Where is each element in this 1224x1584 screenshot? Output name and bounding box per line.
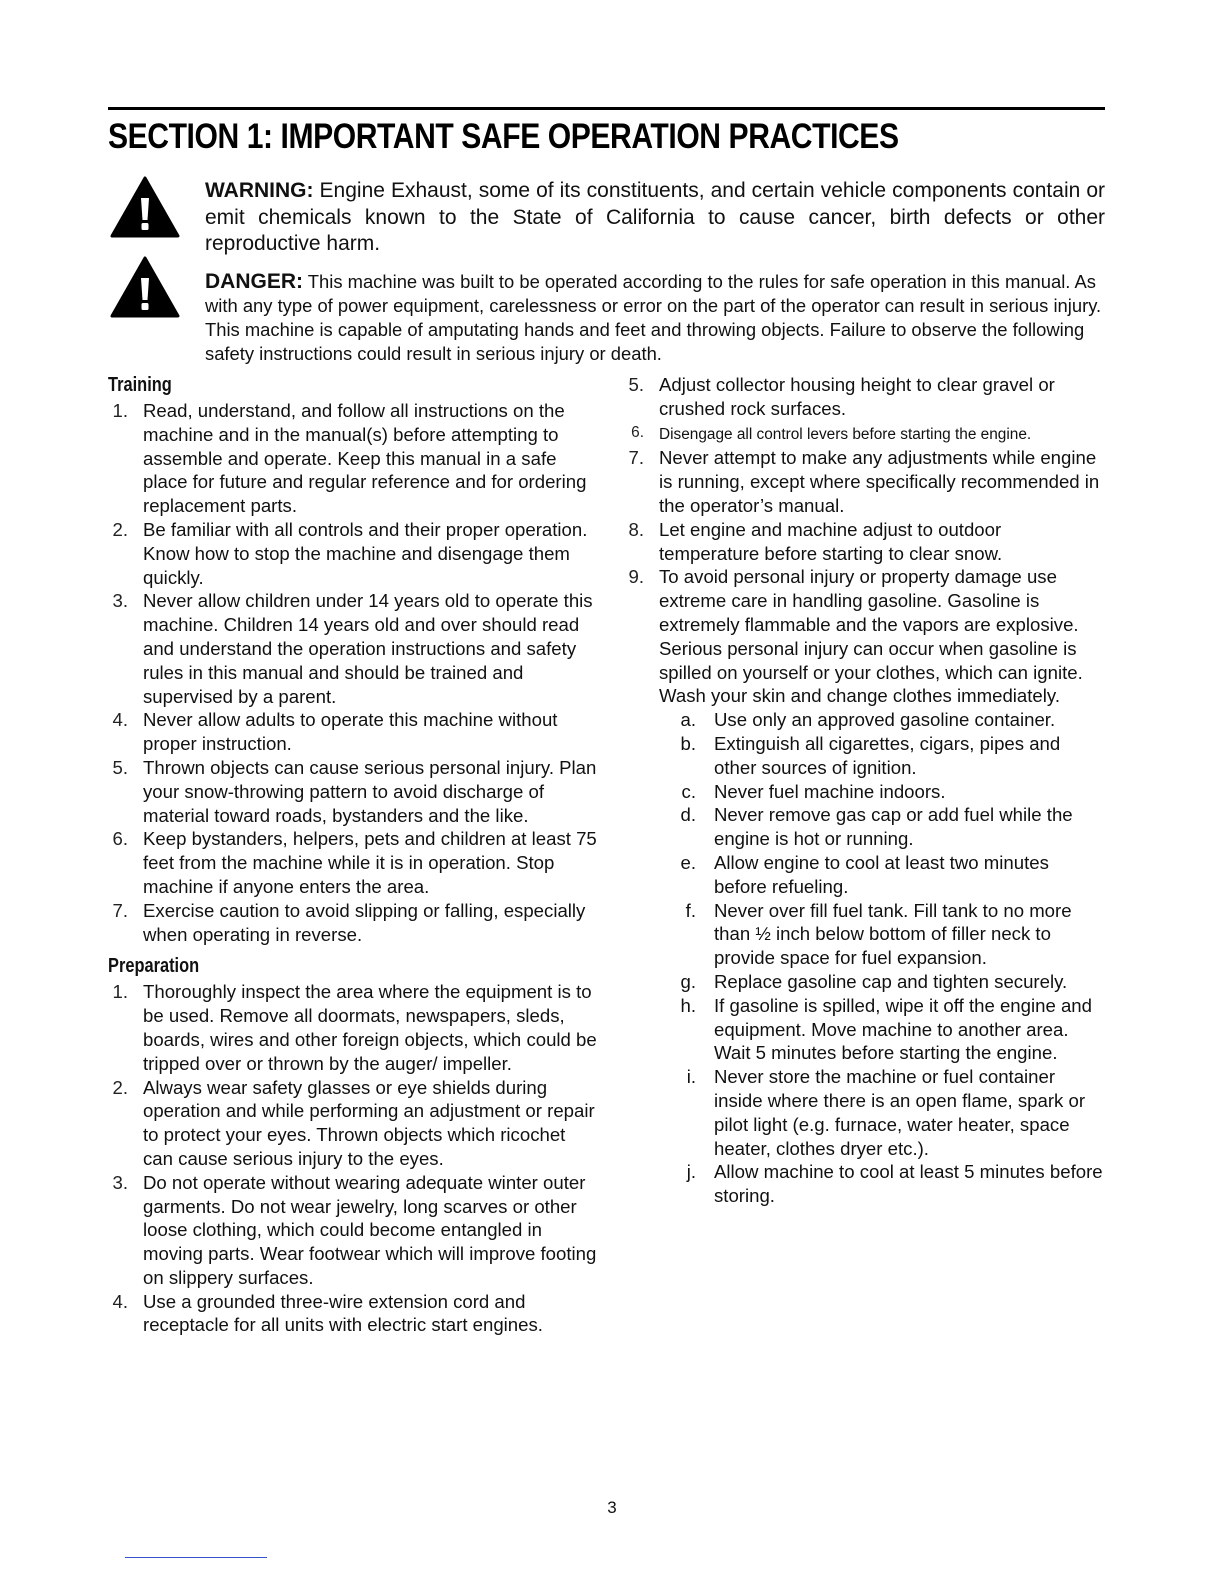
gasoline-sublist: [624, 708, 1104, 1208]
list-item: i . Never store the machine or fuel container inside where there is an open flame, spark or pilot light (e.g. furnace, water heater, space heater, clothes dryer etc.).: [624, 1065, 1104, 1160]
list-item: 5 . Adjust collector housing height to clear gravel or crushed rock surfaces.: [624, 373, 1104, 421]
list-item: 3 . Never allow children under 14 years old to operate this machine. Children 14 years old and over should read and understand the operation instructions and safety rules in this manual and should be trained and supervised by a parent.: [108, 589, 598, 708]
list-item: 9 . To avoid personal injury or property damage use extreme care in handling gasoline. Gasoline is extremely flammable and the vapors are explosive. Serious personal injury can occur when gasoline is spilled on yourself or your clothes, which can ignite. Wash your skin and change clothes immediately.: [624, 565, 1104, 708]
right-column: [624, 373, 1104, 1208]
training-list: [108, 399, 598, 946]
warning-label: WARNING:: [205, 179, 314, 202]
preparation-heading: Preparation: [108, 955, 200, 978]
list-item: g . Replace gasoline cap and tighten securely.: [624, 970, 1104, 994]
warning-notice: [205, 178, 1105, 258]
list-item: j . Allow machine to cool at least 5 minutes before storing.: [624, 1160, 1104, 1208]
list-item: 6 . Keep bystanders, helpers, pets and children at least 75 feet from the machine while it is in operation. Stop machine if anyone enters the area.: [108, 827, 598, 898]
danger-text: This machine was built to be operated according to the rules for safe operation in this manual. As with any type of power equipment, carelessness or error on the part of the operator can result in serious injury. This machine is capable of amputating hands and feet and throwing objects. Failure to observe the following safety instructions could result in serious injury or death.: [205, 271, 1102, 364]
list-item: 5 . Thrown objects can cause serious personal injury. Plan your snow-throwing pattern to avoid discharge of material toward roads, bystanders and the like.: [108, 756, 598, 827]
list-item: 4 . Never allow adults to operate this machine without proper instruction.: [108, 708, 598, 756]
warning-triangle-icon: [110, 176, 180, 238]
list-item: 7 . Never attempt to make any adjustments while engine is running, except where specifically recommended in the operator’s manual.: [624, 446, 1104, 517]
list-item: 4 . Use a grounded three-wire extension cord and receptacle for all units with electric start engines.: [108, 1290, 598, 1338]
training-heading: Training: [108, 374, 172, 396]
list-item: 8 . Let engine and machine adjust to outdoor temperature before starting to clear snow.: [624, 518, 1104, 566]
danger-label: DANGER:: [205, 270, 303, 293]
list-item: f . Never over fill fuel tank. Fill tank to no more than ½ inch below bottom of filler neck to provide space for fuel expansion.: [624, 899, 1104, 970]
page-number: 3: [607, 1498, 617, 1517]
warning-text: Engine Exhaust, some of its constituents, and certain vehicle components contain or emit chemicals known to the State of California to cause cancer, birth defects or other reproductive harm.: [205, 179, 1105, 255]
left-column: [108, 371, 598, 1337]
list-item: 2 . Always wear safety glasses or eye shields during operation and while performing an adjustment or repair to protect your eyes. Thrown objects which ricochet can cause serious injury to the eyes.: [108, 1076, 598, 1171]
list-item: d . Never remove gas cap or add fuel while the engine is hot or running.: [624, 803, 1104, 851]
preparation-list-continued: [624, 373, 1104, 708]
danger-triangle-icon: [110, 256, 180, 318]
footer-link-rule: [125, 1557, 267, 1558]
list-item: a . Use only an approved gasoline container.: [624, 708, 1104, 732]
danger-notice: [205, 270, 1105, 366]
section-title: SECTION 1: IMPORTANT SAFE OPERATION PRACTICES: [108, 117, 899, 156]
list-item: c . Never fuel machine indoors.: [624, 780, 1104, 804]
list-item: e . Allow engine to cool at least two minutes before refueling.: [624, 851, 1104, 899]
list-item: 1 . Thoroughly inspect the area where the equipment is to be used. Remove all doormats, newspapers, sleds, boards, wires and other foreign objects, which could be tripped over or thrown by the auger/ impeller.: [108, 980, 598, 1075]
preparation-list: [108, 980, 598, 1337]
section-top-rule: [108, 107, 1105, 110]
list-item: h . If gasoline is spilled, wipe it off the engine and equipment. Move machine to another area. Wait 5 minutes before starting the engine.: [624, 994, 1104, 1065]
list-item: 7 . Exercise caution to avoid slipping or falling, especially when operating in reverse.: [108, 899, 598, 947]
list-item: 3 . Do not operate without wearing adequate winter outer garments. Do not wear jewelry, long scarves or other loose clothing, which could become entangled in moving parts. Wear footwear which will improve footing on slippery surfaces.: [108, 1171, 598, 1290]
list-item: 1 . Read, understand, and follow all instructions on the machine and in the manual(s) before attempting to assemble and operate. Keep this manual in a safe place for future and regular reference and for ordering replacement parts.: [108, 399, 598, 518]
list-item: b . Extinguish all cigarettes, cigars, pipes and other sources of ignition.: [624, 732, 1104, 780]
list-item: 6 . Disengage all control levers before starting the engine.: [624, 421, 1104, 447]
list-item: 2 . Be familiar with all controls and their proper operation. Know how to stop the machine and disengage them quickly.: [108, 518, 598, 589]
